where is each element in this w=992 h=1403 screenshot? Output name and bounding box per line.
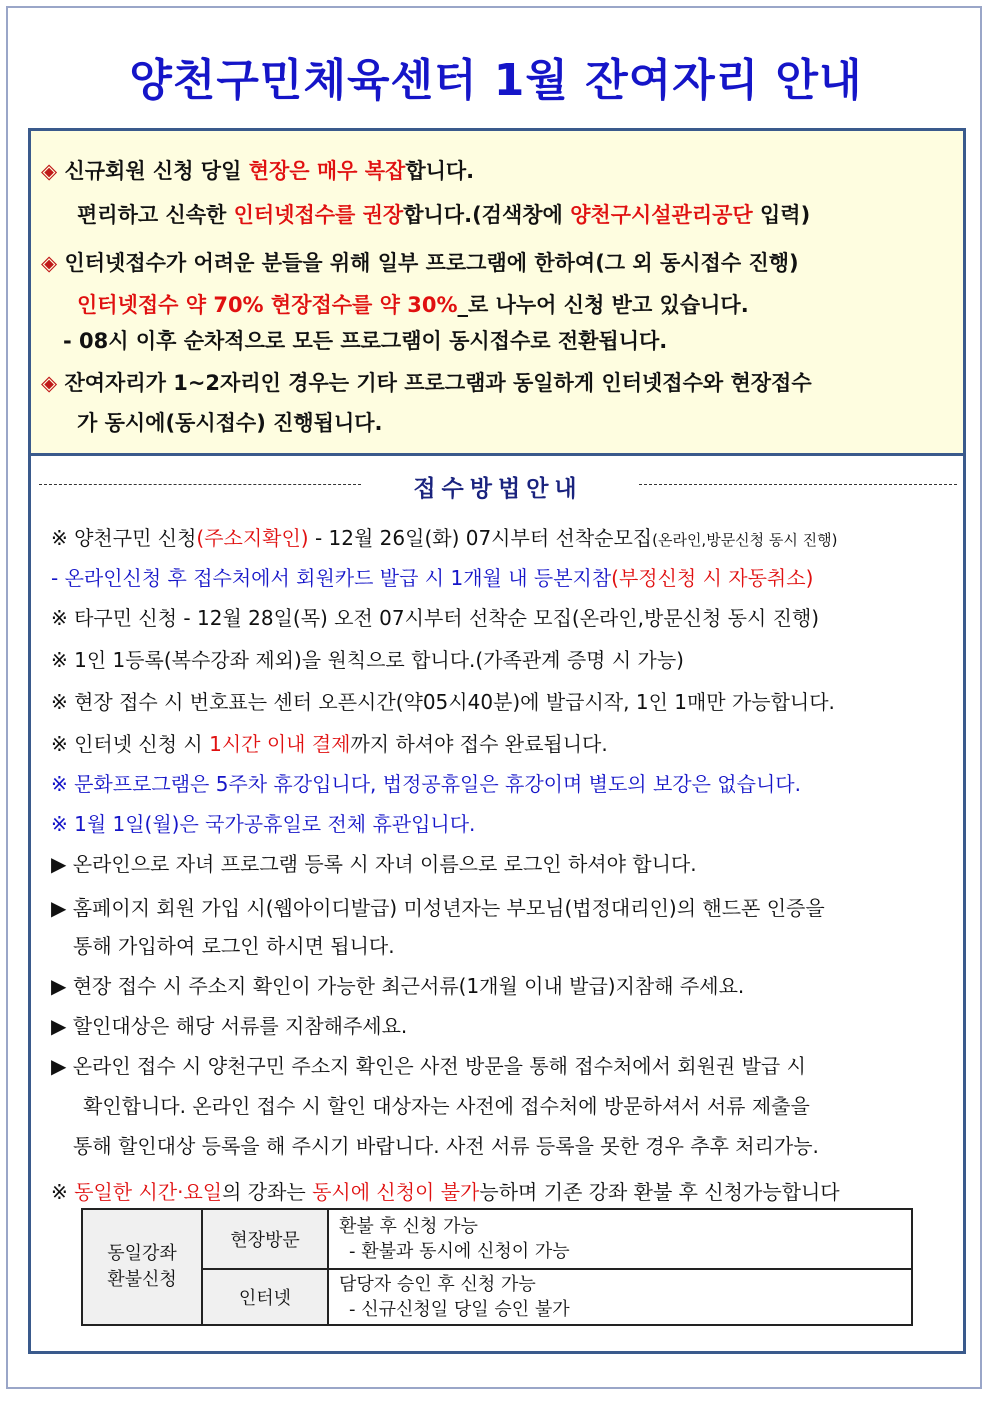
notice-line-1: ◈ 신규회원 신청 당일 현장은 매우 복잡합니다.	[41, 159, 475, 183]
method-line-7: ※ 문화프로그램은 5주차 휴강입니다, 법정공휴일은 휴강이며 별도의 보강은 없습니다.	[51, 772, 801, 796]
notice-line-5: - 08시 이후 순차적으로 모든 프로그램이 동시접수로 전환됩니다.	[63, 329, 668, 353]
divider	[639, 484, 957, 485]
table-row-header: 동일강좌 환불신청	[82, 1209, 202, 1325]
diamond-bullet-icon: ◈	[41, 251, 58, 275]
method-line-8: ※ 1월 1일(월)은 국가공휴일로 전체 휴관입니다.	[51, 812, 476, 836]
table-cell-type: 인터넷	[202, 1269, 328, 1325]
method-line-9: ▶ 온라인으로 자녀 프로그램 등록 시 자녀 이름으로 로그인 하셔야 합니다.	[51, 852, 697, 876]
table-cell-detail: 환불 후 신청 가능 - 환불과 동시에 신청이 가능	[328, 1209, 912, 1269]
page-title: 양천구민체육센터 1월 잔여자리 안내	[129, 55, 863, 106]
notice-line-7: 가 동시에(동시접수) 진행됩니다.	[77, 411, 383, 435]
diamond-bullet-icon: ◈	[41, 371, 58, 395]
method-line-5: ※ 현장 접수 시 번호표는 센터 오픈시간(약05시40분)에 발급시작, 1인 1매만 가능합니다.	[51, 690, 835, 714]
diamond-bullet-icon: ◈	[41, 159, 58, 183]
method-line-17: ※ 동일한 시간·요일의 강좌는 동시에 신청이 불가능하며 기존 강좌 환불 후 신청가능합니다	[51, 1180, 840, 1204]
method-line-4: ※ 1인 1등록(복수강좌 제외)을 원칙으로 합니다.(가족관계 증명 시 가능)	[51, 648, 684, 672]
table-cell-detail: 담당자 승인 후 신청 가능 - 신규신청일 당일 승인 불가	[328, 1269, 912, 1325]
method-line-14: ▶ 온라인 접수 시 양천구민 주소지 확인은 사전 방문을 통해 접수처에서 회원권 발급 시	[51, 1054, 806, 1078]
method-line-12: ▶ 현장 접수 시 주소지 확인이 가능한 최근서류(1개월 이내 발급)지참해 주세요.	[51, 974, 745, 998]
method-line-10: ▶ 홈페이지 회원 가입 시(웹아이디발급) 미성년자는 부모님(법정대리인)의 핸드폰 인증을	[51, 896, 825, 920]
notice-line-6: ◈ 잔여자리가 1~2자리인 경우는 기타 프로그램과 동일하게 인터넷접수와 현장접수	[41, 371, 812, 395]
notice-box	[28, 128, 966, 456]
method-line-3: ※ 타구민 신청 - 12월 28일(목) 오전 07시부터 선착순 모집(온라인,방문신청 동시 진행)	[51, 606, 820, 630]
method-line-1: ※ 양천구민 신청(주소지확인) - 12월 26일(화) 07시부터 선착순모집(온라인,방문신청 동시 진행)	[51, 526, 838, 550]
method-box	[28, 456, 966, 1354]
refund-table	[81, 1208, 913, 1326]
table-row	[82, 1209, 912, 1269]
method-heading-row	[39, 470, 957, 500]
table-cell-type: 현장방문	[202, 1209, 328, 1269]
table-row	[82, 1269, 912, 1325]
method-line-15: 확인합니다. 온라인 접수 시 할인 대상자는 사전에 접수처에 방문하셔서 서류 제출을	[83, 1094, 810, 1118]
method-line-6: ※ 인터넷 신청 시 1시간 이내 결제까지 하셔야 접수 완료됩니다.	[51, 732, 608, 756]
method-line-11: 통해 가입하여 로그인 하시면 됩니다.	[73, 934, 395, 958]
method-line-16: 통해 할인대상 등록을 해 주시기 바랍니다. 사전 서류 등록을 못한 경우 추후 처리가능.	[73, 1134, 819, 1158]
method-line-2: - 온라인신청 후 접수처에서 회원카드 발급 시 1개월 내 등본지참(부정신청 시 자동취소)	[51, 566, 814, 590]
notice-line-2: 편리하고 신속한 인터넷접수를 권장합니다.(검색창에 양천구시설관리공단 입력)	[77, 203, 811, 227]
method-line-13: ▶ 할인대상은 해당 서류를 지참해주세요.	[51, 1014, 408, 1038]
notice-line-3: ◈ 인터넷접수가 어려운 분들을 위해 일부 프로그램에 한하여(그 외 동시접수 진행)	[41, 251, 799, 275]
notice-line-4: 인터넷접수 약 70% 현장접수를 약 30%_로 나누어 신청 받고 있습니다.	[77, 293, 749, 317]
method-heading: 접수방법안내	[413, 476, 583, 502]
